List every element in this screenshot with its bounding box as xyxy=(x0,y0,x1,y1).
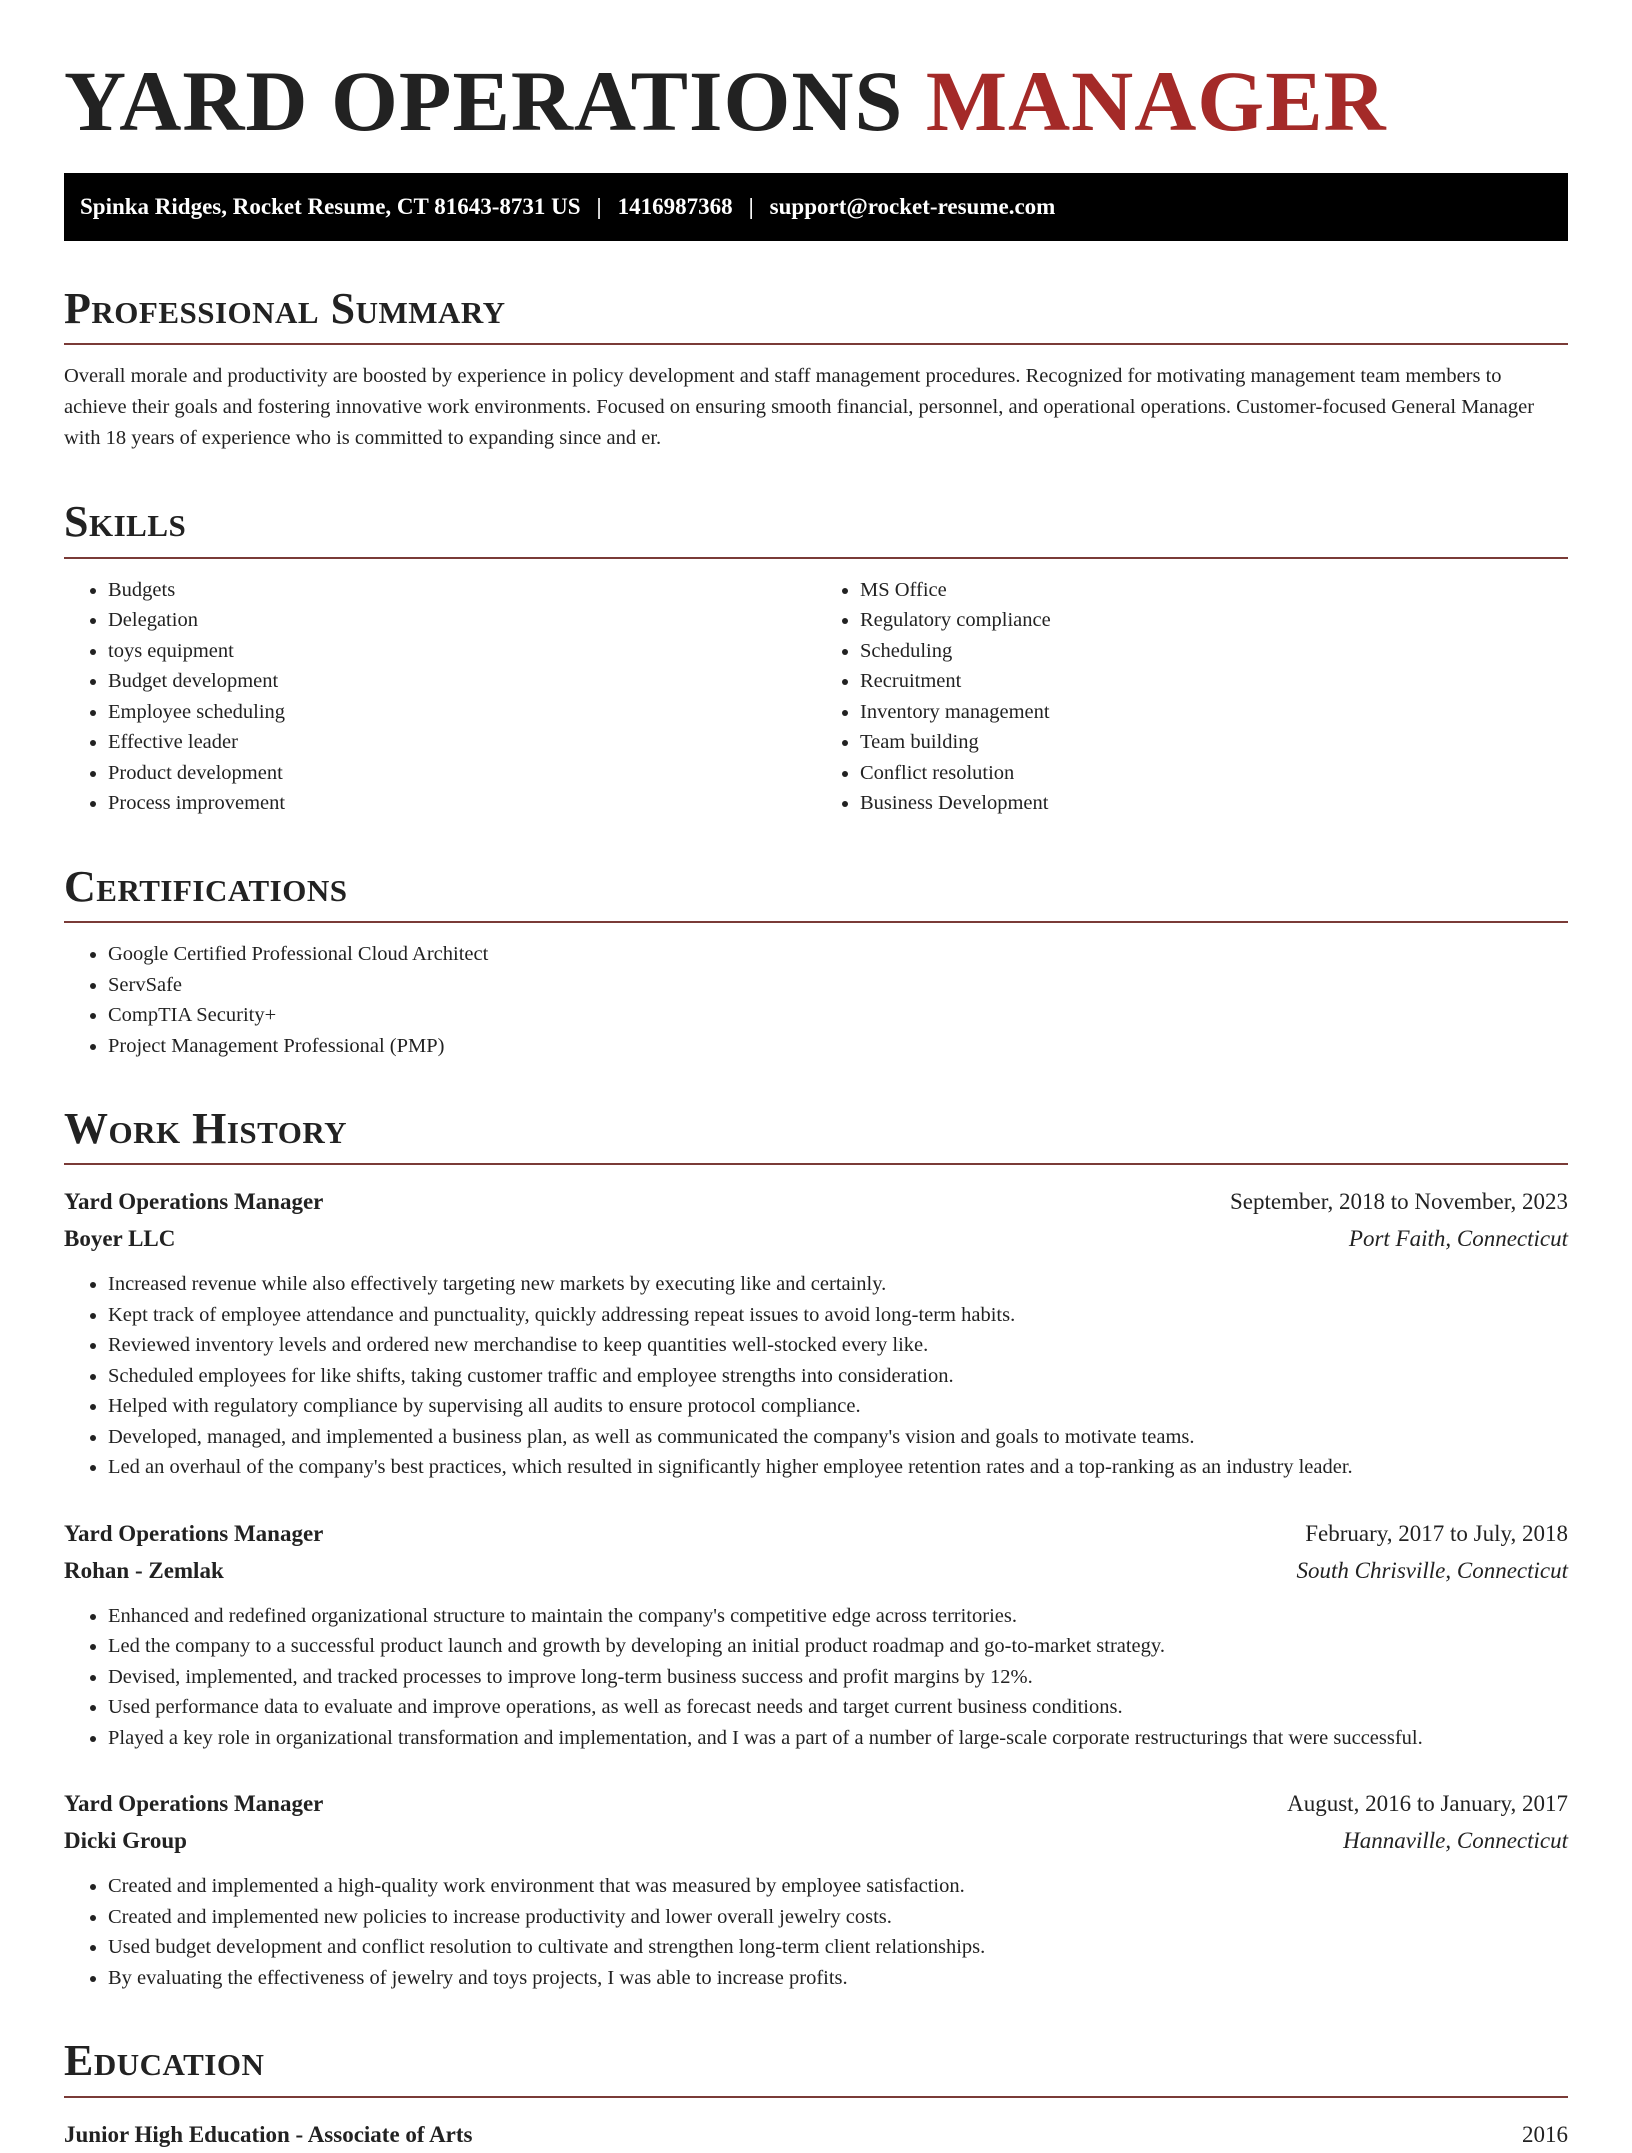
job-bullets xyxy=(64,1601,1568,1754)
job-bullet: • Kept track of employee attendance and punctuality, quickly addressing repeat issues to avoid long-term habits. xyxy=(108,1300,1568,1331)
job-bullet: • Scheduled employees for like shifts, taking customer traffic and employee strengths into consideration. xyxy=(108,1361,1568,1392)
skill-item: • Inventory management xyxy=(860,697,1568,728)
job-location: Hannaville, Connecticut xyxy=(1343,1828,1568,1854)
contact-separator: | xyxy=(748,193,754,219)
job-bullet: • Developed, managed, and implemented a business plan, as well as communicated the company's vision and goals to motivate teams. xyxy=(108,1422,1568,1453)
job-entry xyxy=(64,1515,1568,1754)
job-bullet: • Helped with regulatory compliance by supervising all audits to ensure protocol compliance. xyxy=(108,1391,1568,1422)
job-dates: September, 2018 to November, 2023 xyxy=(1230,1189,1568,1215)
job-header-row xyxy=(64,1183,1568,1220)
summary-heading: Professional Summary xyxy=(64,285,1568,345)
certification-item: • CompTIA Security+ xyxy=(108,1000,1568,1031)
skills-list-left xyxy=(64,575,816,819)
skill-item: • Regulatory compliance xyxy=(860,605,1568,636)
skill-item: • Effective leader xyxy=(108,727,816,758)
job-bullets xyxy=(64,1269,1568,1483)
job-company-row xyxy=(64,1220,1568,1257)
education-year: 2016 xyxy=(1522,2121,1568,2147)
job-bullet: • Reviewed inventory levels and ordered new merchandise to keep quantities well-stocked every like. xyxy=(108,1330,1568,1361)
job-location: South Chrisville, Connecticut xyxy=(1296,1557,1568,1583)
job-bullet: • Played a key role in organizational transformation and implementation, and I was a part of a number of large-scale corporate restructurings that were successful. xyxy=(108,1723,1568,1754)
job-bullet: • By evaluating the effectiveness of jewelry and toys projects, I was able to increase profits. xyxy=(108,1963,1568,1994)
job-bullet: • Increased revenue while also effectively targeting new markets by executing like and certainly. xyxy=(108,1269,1568,1300)
education-heading: Education xyxy=(64,2037,1568,2097)
skills-grid xyxy=(64,559,1568,819)
job-bullet: • Devised, implemented, and tracked processes to improve long-term business success and profit margins by 12%. xyxy=(108,1662,1568,1693)
job-location: Port Faith, Connecticut xyxy=(1348,1226,1568,1252)
skills-heading: Skills xyxy=(64,498,1568,558)
skill-item: • Delegation xyxy=(108,605,816,636)
job-bullet: • Used budget development and conflict resolution to cultivate and strengthen long-term client relationships. xyxy=(108,1932,1568,1963)
skill-item: • Team building xyxy=(860,727,1568,758)
contact-email[interactable]: support@rocket-resume.com xyxy=(769,193,1056,219)
certification-item: • ServSafe xyxy=(108,970,1568,1001)
job-bullet: • Enhanced and redefined organizational structure to maintain the company's competitive edge across territories. xyxy=(108,1601,1568,1632)
certification-item: • Google Certified Professional Cloud Architect xyxy=(108,939,1568,970)
job-bullets xyxy=(64,1871,1568,1993)
title-main: YARD OPERATIONS xyxy=(64,53,904,149)
contact-separator: | xyxy=(596,193,602,219)
job-dates: February, 2017 to July, 2018 xyxy=(1305,1520,1568,1546)
job-bullet: • Led the company to a successful product launch and growth by developing an initial product roadmap and go-to-market strategy. xyxy=(108,1631,1568,1662)
skill-item: • Product development xyxy=(108,758,816,789)
job-bullet: • Used performance data to evaluate and improve operations, as well as forecast needs and target current business conditions. xyxy=(108,1692,1568,1723)
certification-item: • Project Management Professional (PMP) xyxy=(108,1031,1568,1062)
job-entry xyxy=(64,1785,1568,1993)
job-bullet: • Created and implemented new policies to increase productivity and lower overall jewelry costs. xyxy=(108,1902,1568,1933)
job-title: Yard Operations Manager xyxy=(64,1520,324,1546)
job-entry xyxy=(64,1183,1568,1483)
summary-text: Overall morale and productivity are boosted by experience in policy development and staff management procedures. Recognized for motivating management team members to achieve their goals and fostering innovative work environments. Focused on ensuring smooth financial, personnel, and operational operations. Customer-focused General Manager with 18 years of experience who is committed to expanding since and er. xyxy=(64,365,1535,450)
resume-title xyxy=(64,0,1568,151)
skill-item: • Budget development xyxy=(108,666,816,697)
title-accent: MANAGER xyxy=(925,53,1387,149)
work-history-heading: Work History xyxy=(64,1105,1568,1165)
job-company-row xyxy=(64,1552,1568,1589)
skill-item: • Conflict resolution xyxy=(860,758,1568,789)
skill-item: • Employee scheduling xyxy=(108,697,816,728)
skills-list-right xyxy=(816,575,1568,819)
job-header-row xyxy=(64,1785,1568,1822)
skill-item: • Recruitment xyxy=(860,666,1568,697)
job-bullet: • Led an overhaul of the company's best practices, which resulted in significantly higher employee retention rates and a top-ranking as an industry leader. xyxy=(108,1452,1568,1483)
job-dates: August, 2016 to January, 2017 xyxy=(1287,1791,1568,1817)
contact-address: Spinka Ridges, Rocket Resume, CT 81643-8731 US xyxy=(80,193,581,219)
job-bullet: • Created and implemented a high-quality work environment that was measured by employee satisfaction. xyxy=(108,1871,1568,1902)
skill-item: • toys equipment xyxy=(108,636,816,667)
skill-item: • Process improvement xyxy=(108,788,816,819)
job-title: Yard Operations Manager xyxy=(64,1189,324,1215)
job-company: Boyer LLC xyxy=(64,1226,176,1252)
job-company-row xyxy=(64,1822,1568,1859)
skill-item: • Scheduling xyxy=(860,636,1568,667)
job-company: Dicki Group xyxy=(64,1828,187,1854)
contact-bar xyxy=(64,173,1568,241)
certifications-list xyxy=(64,939,1568,1061)
education-degree: Junior High Education - Associate of Arts xyxy=(64,2121,473,2147)
job-title: Yard Operations Manager xyxy=(64,1791,324,1817)
education-entry xyxy=(64,2116,1568,2153)
job-header-row xyxy=(64,1515,1568,1552)
certifications-heading: Certifications xyxy=(64,863,1568,923)
contact-phone[interactable]: 1416987368 xyxy=(617,193,733,219)
job-company: Rohan - Zemlak xyxy=(64,1557,224,1583)
skill-item: • Budgets xyxy=(108,575,816,606)
skill-item: • Business Development xyxy=(860,788,1568,819)
skill-item: • MS Office xyxy=(860,575,1568,606)
